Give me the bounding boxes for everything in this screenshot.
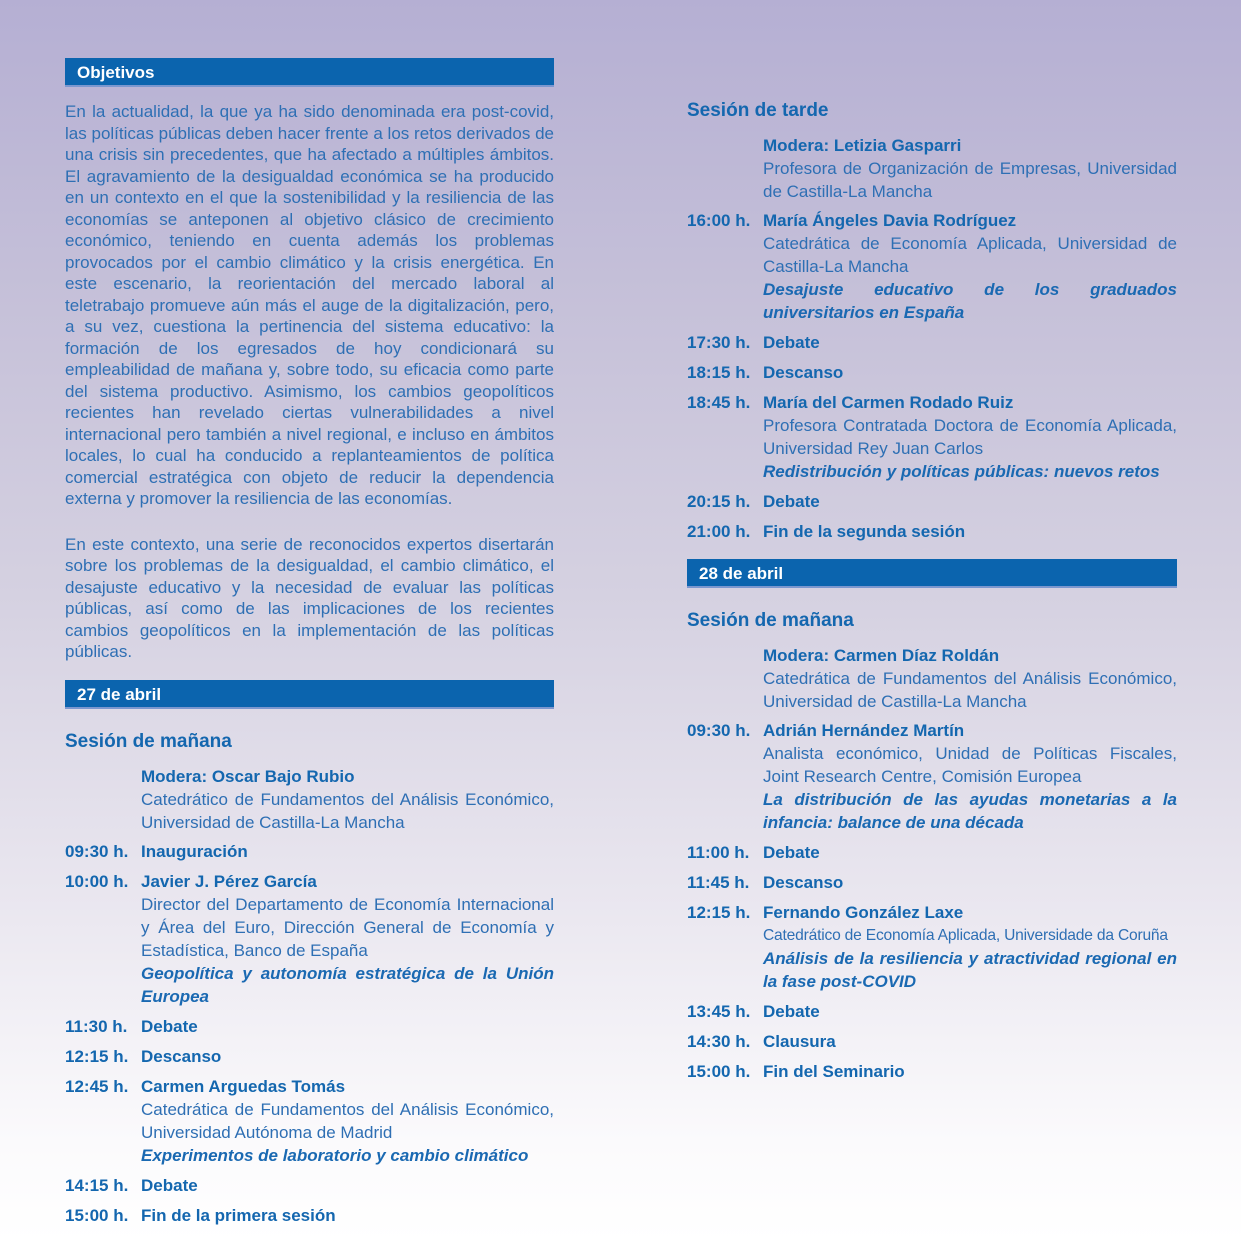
- item-title: Descanso: [763, 363, 844, 382]
- item-talk-title: Desajuste educativo de los graduados universitarios en España: [763, 280, 1177, 322]
- item-title: Debate: [763, 333, 820, 352]
- item-title: Descanso: [763, 873, 844, 892]
- item-title: Descanso: [141, 1046, 222, 1066]
- item-time: 15:00 h.: [687, 1062, 751, 1081]
- item-title: Carmen Arguedas Tomás: [141, 1076, 346, 1096]
- item-title: Fin del Seminario: [763, 1062, 905, 1081]
- item-role: Catedrática de Economía Aplicada, Universidad de Castilla-La Mancha: [763, 234, 1177, 276]
- right-column: [687, 100, 1177, 1090]
- item-title: Javier J. Pérez García: [141, 871, 317, 891]
- item-talk-title: Redistribución y políticas públicas: nuevos retos: [763, 462, 1160, 481]
- item-time: 17:30 h.: [687, 333, 751, 352]
- item-title: Debate: [763, 492, 820, 511]
- item-time: 18:15 h.: [687, 363, 751, 382]
- item-role: Profesora Contratada Doctora de Economía Aplicada, Universidad Rey Juan Carlos: [763, 416, 1177, 458]
- item-time: 09:30 h.: [687, 721, 751, 740]
- moderator-role: Catedrática de Fundamentos del Análisis Económico, Universidad de Castilla-La Mancha: [763, 669, 1177, 711]
- item-time: 11:45 h.: [687, 873, 750, 892]
- schedule-item: [687, 1000, 1177, 1023]
- item-time: 14:15 h.: [65, 1175, 129, 1195]
- item-time: 15:00 h.: [65, 1205, 129, 1225]
- schedule-item: [65, 1015, 554, 1038]
- moderator-name: Modera: Carmen Díaz Roldán: [763, 646, 1000, 665]
- schedule-item: [687, 520, 1177, 543]
- item-talk-title: La distribución de las ayudas monetarias a la infancia: balance de una década: [763, 790, 1177, 832]
- objectives-paragraph-1: En la actualidad, la que ya ha sido denominada era post-covid, las políticas públicas deben hacer frente a los retos derivados de una crisis sin precedentes, que ha afectado a múltiples ámbitos. El agravamiento de la desigualdad económica se ha producido en un contexto en el que la sostenibilidad y la resiliencia de las economías se anteponen al objetivo clásico de crecimiento económico, teniendo en cuenta además los problemas provocados por el cambio climático y la crisis energética. En este escenario, la reorientación del mercado laboral al teletrabajo promueve aún más el auge de la digitalización, pero, a su vez, cuestiona la pertinencia del sistema educativo: la formación de los egresados de hoy condicionará su empleabilidad de mañana y, sobre todo, su eficacia como parte del sistema productivo. Asimismo, los cambios geopolíticos recientes han revelado ciertas vulnerabilidades a nivel internacional pero también a nivel regional, e incluso en ámbitos locales, lo cual ha conducido a replanteamientos de política comercial estratégica con objeto de reducir la dependencia externa y promover la resiliencia de las economías.: [65, 102, 554, 508]
- schedule-item: [65, 1174, 554, 1197]
- item-role: Catedrático de Economía Aplicada, Universidade da Coruña: [763, 927, 1168, 944]
- moderator-block: [687, 134, 1177, 203]
- item-title: Inauguración: [141, 841, 248, 861]
- session-day1-afternoon: [687, 100, 1177, 543]
- moderator-name: Modera: Oscar Bajo Rubio: [141, 766, 355, 786]
- item-role: Analista económico, Unidad de Políticas Fiscales, Joint Research Centre, Comisión Europea: [763, 744, 1177, 786]
- item-title: Fernando González Laxe: [763, 903, 964, 922]
- schedule-item: [65, 870, 554, 1008]
- moderator-name: Modera: Letizia Gasparri: [763, 136, 962, 155]
- schedule-item: [687, 331, 1177, 354]
- objectives-paragraph-2: En este contexto, una serie de reconocidos expertos disertarán sobre los problemas de la desigualdad, el cambio climático, el desajuste educativo y la necesidad de evaluar las políticas públicas, así como de las implicaciones de los recientes cambios geopolíticos en la implementación de las políticas públicas.: [65, 534, 554, 661]
- item-talk-title: Análisis de la resiliencia y atractividad regional en la fase post-COVID: [763, 949, 1177, 991]
- item-time: 12:45 h.: [65, 1076, 129, 1096]
- item-title: Adrián Hernández Martín: [763, 721, 965, 740]
- item-time: 11:00 h.: [687, 843, 750, 862]
- schedule-item: [687, 719, 1177, 834]
- item-time: 21:00 h.: [687, 522, 751, 541]
- moderator-role: Catedrático de Fundamentos del Análisis Económico, Universidad de Castilla-La Mancha: [141, 789, 554, 832]
- item-talk-title: Experimentos de laboratorio y cambio climático: [141, 1145, 529, 1165]
- item-title: Fin de la segunda sesión: [763, 522, 966, 541]
- schedule-item: [687, 361, 1177, 384]
- item-title: Debate: [763, 843, 820, 862]
- item-title: María Ángeles Davia Rodríguez: [763, 211, 1017, 230]
- item-time: 12:15 h.: [687, 903, 751, 922]
- item-time: 10:00 h.: [65, 871, 129, 891]
- schedule-item: [687, 841, 1177, 864]
- item-role: Catedrática de Fundamentos del Análisis Económico, Universidad Autónoma de Madrid: [141, 1099, 554, 1142]
- schedule-item: [65, 840, 554, 863]
- item-time: 14:30 h.: [687, 1032, 751, 1051]
- schedule-item: [687, 209, 1177, 324]
- item-time: 12:15 h.: [65, 1046, 129, 1066]
- item-time: 09:30 h.: [65, 841, 129, 861]
- session-title-morning-day1: Sesión de mañana: [65, 730, 232, 752]
- moderator-block: [687, 644, 1177, 713]
- date-bar-27-april: 27 de abril: [65, 680, 554, 709]
- schedule-item: [687, 901, 1177, 993]
- item-title: Debate: [763, 1002, 820, 1021]
- schedule-item: [687, 1030, 1177, 1053]
- item-time: 16:00 h.: [687, 211, 751, 230]
- objectives-header-bar: Objetivos: [65, 58, 554, 87]
- moderator-role: Profesora de Organización de Empresas, Universidad de Castilla-La Mancha: [763, 159, 1177, 201]
- session-title-afternoon-day1: Sesión de tarde: [687, 100, 829, 121]
- schedule-item: [65, 1045, 554, 1068]
- left-column: [65, 58, 554, 1234]
- item-time: 20:15 h.: [687, 492, 751, 511]
- schedule-item: [687, 1060, 1177, 1083]
- session-day1-morning: [65, 731, 554, 1227]
- item-title: María del Carmen Rodado Ruiz: [763, 393, 1014, 412]
- item-title: Debate: [141, 1016, 198, 1036]
- schedule-item: [687, 490, 1177, 513]
- item-time: 13:45 h.: [687, 1002, 751, 1021]
- session-title-morning-day2: Sesión de mañana: [687, 610, 854, 631]
- schedule-item: [687, 391, 1177, 483]
- item-title: Debate: [141, 1175, 198, 1195]
- moderator-block: [65, 765, 554, 834]
- item-talk-title: Geopolítica y autonomía estratégica de la Unión Europea: [141, 963, 554, 1006]
- schedule-item: [65, 1075, 554, 1167]
- date-bar-28-april: 28 de abril: [687, 559, 1177, 588]
- item-title: Fin de la primera sesión: [141, 1205, 336, 1225]
- item-time: 11:30 h.: [65, 1016, 128, 1036]
- schedule-item: [687, 871, 1177, 894]
- schedule-item: [65, 1204, 554, 1227]
- item-title: Clausura: [763, 1032, 836, 1051]
- item-role: Director del Departamento de Economía Internacional y Área del Euro, Dirección General de Economía y Estadística, Banco de España: [141, 894, 554, 960]
- session-day2-morning: [687, 610, 1177, 1083]
- item-time: 18:45 h.: [687, 393, 751, 412]
